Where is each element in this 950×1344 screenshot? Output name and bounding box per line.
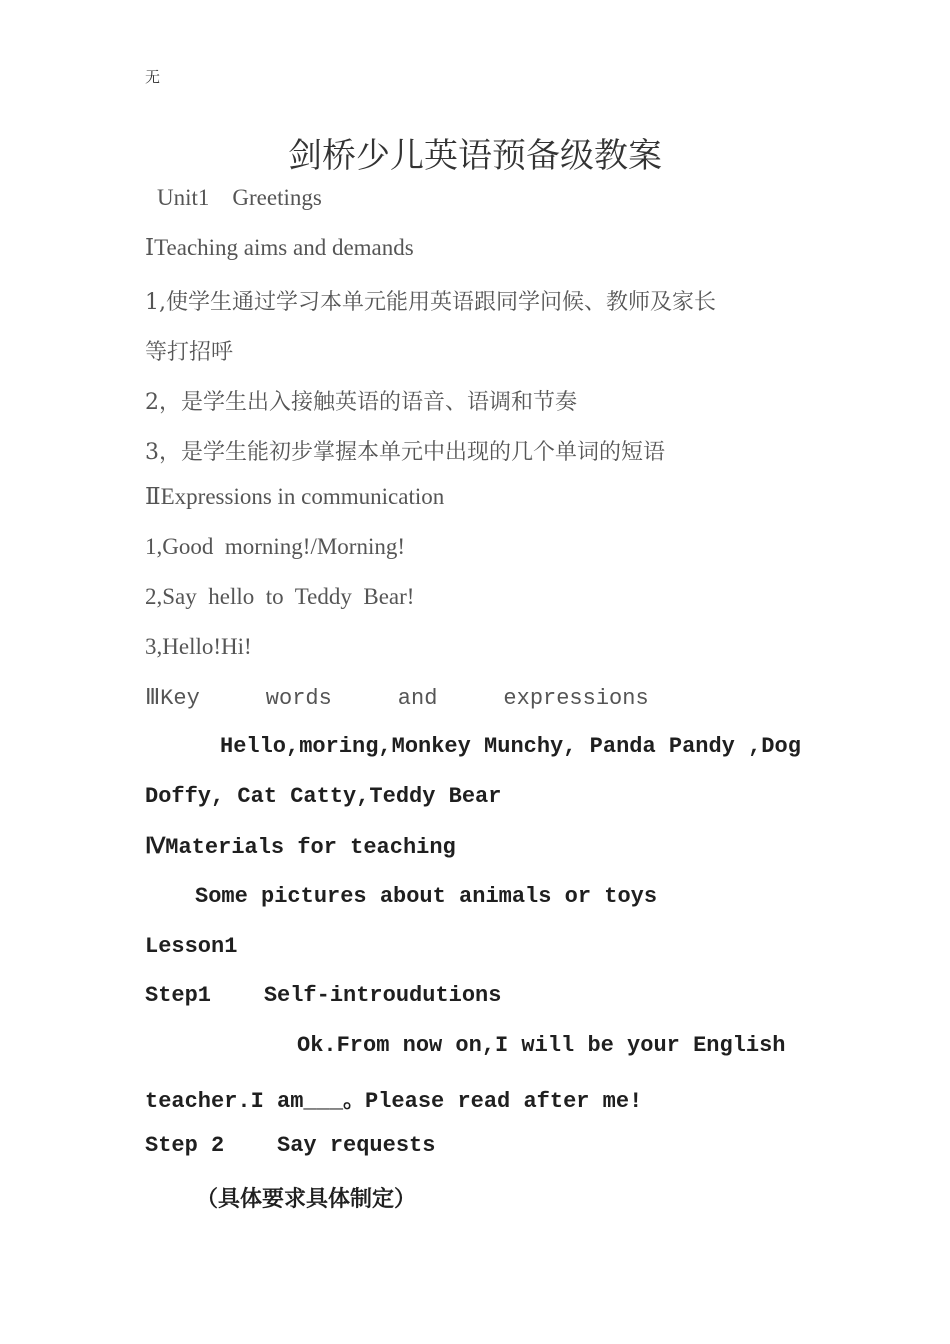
section-3-heading: ⅢKey words and expressions bbox=[145, 686, 649, 711]
document-title: 剑桥少儿英语预备级教案 bbox=[288, 136, 662, 176]
step-2-note: （具体要求具体制定） bbox=[196, 1186, 417, 1212]
step-1-line-2: teacher.I am___。Please read after me! bbox=[145, 1089, 643, 1114]
step-1-heading: Step1 Self-introudutions bbox=[145, 983, 502, 1008]
materials-line: Some pictures about animals or toys bbox=[195, 884, 658, 909]
step-2-heading: Step 2 Say requests bbox=[145, 1133, 436, 1158]
expression-1: 1,Good morning!/Morning! bbox=[145, 534, 406, 559]
aim-2: 2，是学生出入接触英语的语音、语调和节奏 bbox=[145, 390, 577, 415]
key-words-line-1: Hello,moring,Monkey Munchy, Panda Pandy ,Dog bbox=[220, 734, 801, 759]
unit-heading: Unit1 Greetings bbox=[157, 185, 322, 210]
step-1-line-1: Ok.From now on,I will be your English bbox=[297, 1033, 786, 1058]
section-2-heading: ⅡExpressions in communication bbox=[145, 484, 445, 509]
expression-3: 3,Hello!Hi! bbox=[145, 634, 252, 659]
page-header: 无 bbox=[145, 68, 161, 86]
section-1-heading: ⅠTeaching aims and demands bbox=[145, 235, 414, 260]
lesson-heading: Lesson1 bbox=[145, 934, 238, 959]
expression-2: 2,Say hello to Teddy Bear! bbox=[145, 584, 415, 609]
section-4-heading: ⅣMaterials for teaching bbox=[145, 835, 456, 860]
key-words-line-2: Doffy, Cat Catty,Teddy Bear bbox=[145, 784, 502, 809]
aim-1-line-1: 1,使学生通过学习本单元能用英语跟同学问候、教师及家长 bbox=[145, 290, 716, 315]
aim-3: 3，是学生能初步掌握本单元中出现的几个单词的短语 bbox=[145, 440, 665, 465]
aim-1-line-2: 等打招呼 bbox=[145, 340, 234, 365]
